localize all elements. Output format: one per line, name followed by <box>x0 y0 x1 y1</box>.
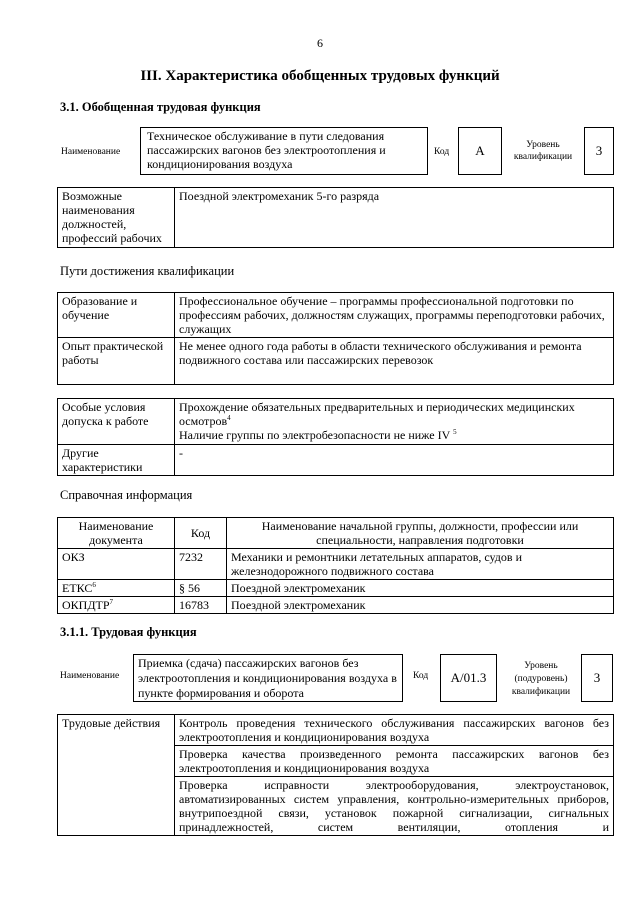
action-item: Проверка качества произведенного ремонта пассажирских вагонов без электроотопления и кондиционирования воздуха <box>175 746 614 777</box>
gtf-code-label: Код <box>434 147 450 157</box>
conditions-table <box>57 398 614 476</box>
tf-name-box <box>133 654 403 702</box>
actions-label: Трудовые действия <box>58 715 175 836</box>
page-number: 6 <box>317 36 323 50</box>
gtf-level-box <box>584 127 614 175</box>
positions-value: Поездной электромеханик 5-го разряда <box>175 188 614 248</box>
table-row <box>58 549 614 580</box>
ref-code: 7232 <box>175 549 227 580</box>
table-row <box>58 580 614 597</box>
ref-doc: ОКПДТР <box>62 598 110 612</box>
header-code: Код <box>175 518 227 549</box>
qualification-heading: Пути достижения квалификации <box>60 264 235 278</box>
reference-heading: Справочная информация <box>60 488 193 502</box>
ref-code: § 56 <box>175 580 227 597</box>
gtf-level-label: Уровень квалификации <box>513 140 573 162</box>
footnote-4: 4 <box>227 414 231 422</box>
gtf-name-box <box>140 127 428 175</box>
medical-text: Прохождение обязательных предварительных и периодических медицинских осмотров <box>179 400 575 428</box>
footnote-6: 6 <box>92 581 96 589</box>
table-row <box>58 293 614 338</box>
ref-name: Механики и ремонтники летательных аппаратов, судов и железнодорожного подвижного состава <box>227 549 614 580</box>
header-name: Наименование начальной группы, должности, профессии или специальности, направления подготовки <box>227 518 614 549</box>
tf-level: 3 <box>593 670 601 685</box>
positions-label: Возможные наименования должностей, профессий рабочих <box>58 188 175 248</box>
action-item: Контроль проведения технического обслуживания пассажирских вагонов без электроотопления и кондиционирования воздуха <box>175 715 614 746</box>
actions-table <box>57 714 614 836</box>
other-label: Другие характеристики <box>58 445 175 476</box>
tf-name: Приемка (сдача) пассажирских вагонов без электроотопления и кондиционирования воздуха в пункте формирования и оборота <box>138 656 397 700</box>
tf-level-label: Уровень (подуровень) квалификации <box>511 661 571 697</box>
ref-doc-cell <box>58 580 175 597</box>
safety-text: Наличие группы по электробезопасности не ниже IV <box>179 428 451 442</box>
other-value: - <box>175 445 614 476</box>
table-row <box>58 715 614 746</box>
action-item: Проверка исправности электрооборудования, электроустановок, автоматизированных систем управления, контрольно-измерительных приборов, внутрипоездной связи, установок пожарной сигнализации, сигнальных принадлежностей, систем вентиляции, отопления и <box>175 777 614 836</box>
ref-name: Поездной электромеханик <box>227 597 614 614</box>
education-value: Профессиональное обучение – программы профессиональной подготовки по профессиям рабочих, должностям служащих, программы переподготовки рабочих, служащих <box>175 293 614 338</box>
table-row <box>58 338 614 385</box>
footnote-5: 5 <box>453 428 457 436</box>
experience-label: Опыт практической работы <box>58 338 175 385</box>
ref-doc: ОКЗ <box>58 549 175 580</box>
tf-name-label: Наименование <box>60 671 120 681</box>
header-doc: Наименование документа <box>58 518 175 549</box>
tf-level-box <box>581 654 613 702</box>
experience-value: Не менее одного года работы в области технического обслуживания и ремонта подвижного состава или пассажирских перевозок <box>175 338 614 385</box>
ref-doc: ЕТКС <box>62 581 93 595</box>
gtf-code-box <box>458 127 502 175</box>
footnote-7: 7 <box>109 598 114 606</box>
tf-heading: 3.1.1. Трудовая функция <box>60 625 197 639</box>
table-row <box>58 445 614 476</box>
gtf-level: 3 <box>595 143 603 158</box>
tf-code-label: Код <box>413 671 429 681</box>
gtf-code: А <box>475 143 485 158</box>
conditions-value <box>175 399 614 445</box>
gtf-name: Техническое обслуживание в пути следования пассажирских вагонов без электроотопления и кондиционирования воздуха <box>147 129 386 171</box>
education-label: Образование и обучение <box>58 293 175 338</box>
tf-code: А/01.3 <box>450 670 487 685</box>
qualification-table <box>57 292 614 385</box>
section-title: III. Характеристика обобщенных трудовых функций <box>140 68 500 84</box>
ref-name: Поездной электромеханик <box>227 580 614 597</box>
table-row <box>58 597 614 614</box>
table-header-row <box>58 518 614 549</box>
table-row <box>58 399 614 445</box>
tf-code-box <box>440 654 497 702</box>
gtf-heading: 3.1. Обобщенная трудовая функция <box>60 100 261 114</box>
ref-doc-cell <box>58 597 175 614</box>
ref-code: 16783 <box>175 597 227 614</box>
positions-table <box>57 187 614 248</box>
gtf-name-label: Наименование <box>61 147 121 157</box>
reference-table <box>57 517 614 614</box>
conditions-label: Особые условия допуска к работе <box>58 399 175 445</box>
